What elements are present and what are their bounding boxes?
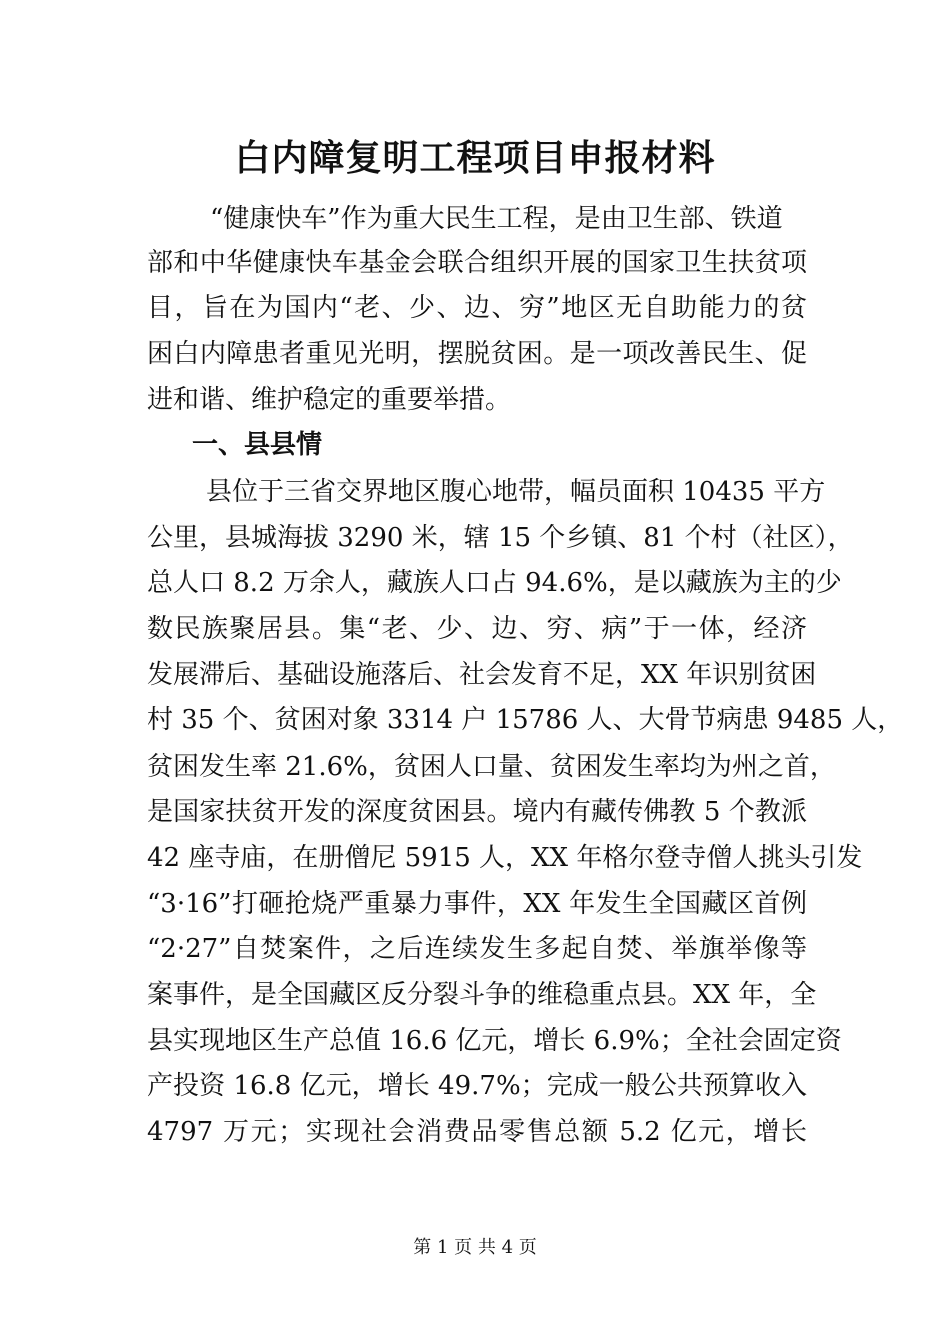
paragraph-line: 村 35 个、贫困对象 3314 户 15786 人、大骨节病患 9485 人， [147,705,904,735]
paragraph-line: “3·16”打砸抢烧严重暴力事件，XX 年发生全国藏区首例 [147,889,807,919]
section-heading: 一、县县情 [192,430,323,460]
paragraph-line: 总人口 8.2 万余人，藏族人口占 94.6%，是以藏族为主的少 [147,568,842,598]
paragraph-line: 案事件，是全国藏区反分裂斗争的维稳重点县。XX 年，全 [147,980,817,1010]
paragraph-line: 县实现地区生产总值 16.6 亿元，增长 6.9%；全社会固定资 [147,1026,842,1056]
paragraph-line: 进和谐、维护稳定的重要举措。 [147,385,512,415]
paragraph-line: 部和中华健康快车基金会联合组织开展的国家卫生扶贫项 [147,248,807,278]
paragraph-line: 县位于三省交界地区腹心地带，幅员面积 10435 平方 [206,477,826,507]
page-footer: 第 1 页 共 4 页 [413,1237,537,1258]
paragraph-line: 发展滞后、基础设施落后、社会发育不足，XX 年识别贫困 [147,660,817,690]
paragraph-line: 公里，县城海拔 3290 米，辖 15 个乡镇、81 个村（社区）， [147,523,854,553]
paragraph-line: 4797 万元；实现社会消费品零售总额 5.2 亿元，增长 [147,1117,807,1147]
paragraph-line: 数民族聚居县。集“老、少、边、穷、病”于一体，经济 [147,614,807,644]
paragraph-line: “健康快车”作为重大民生工程，是由卫生部、铁道 [210,204,783,234]
paragraph-line: 贫困发生率 21.6%，贫困人口量、贫困发生率均为州之首， [147,752,836,782]
paragraph-line: 产投资 16.8 亿元，增长 49.7%；完成一般公共预算收入 [147,1071,807,1101]
paragraph-line: 42 座寺庙，在册僧尼 5915 人，XX 年格尔登寺僧人挑头引发 [147,843,863,873]
paragraph-line: 是国家扶贫开发的深度贫困县。境内有藏传佛教 5 个教派 [147,797,807,827]
document-title: 白内障复明工程项目申报材料 [234,137,716,179]
paragraph-line: 目，旨在为国内“老、少、边、穷”地区无自助能力的贫 [147,293,807,323]
paragraph-line: “2·27”自焚案件，之后连续发生多起自焚、举旗举像等 [147,934,807,964]
paragraph-line: 困白内障患者重见光明，摆脱贫困。是一项改善民生、促 [147,339,807,369]
